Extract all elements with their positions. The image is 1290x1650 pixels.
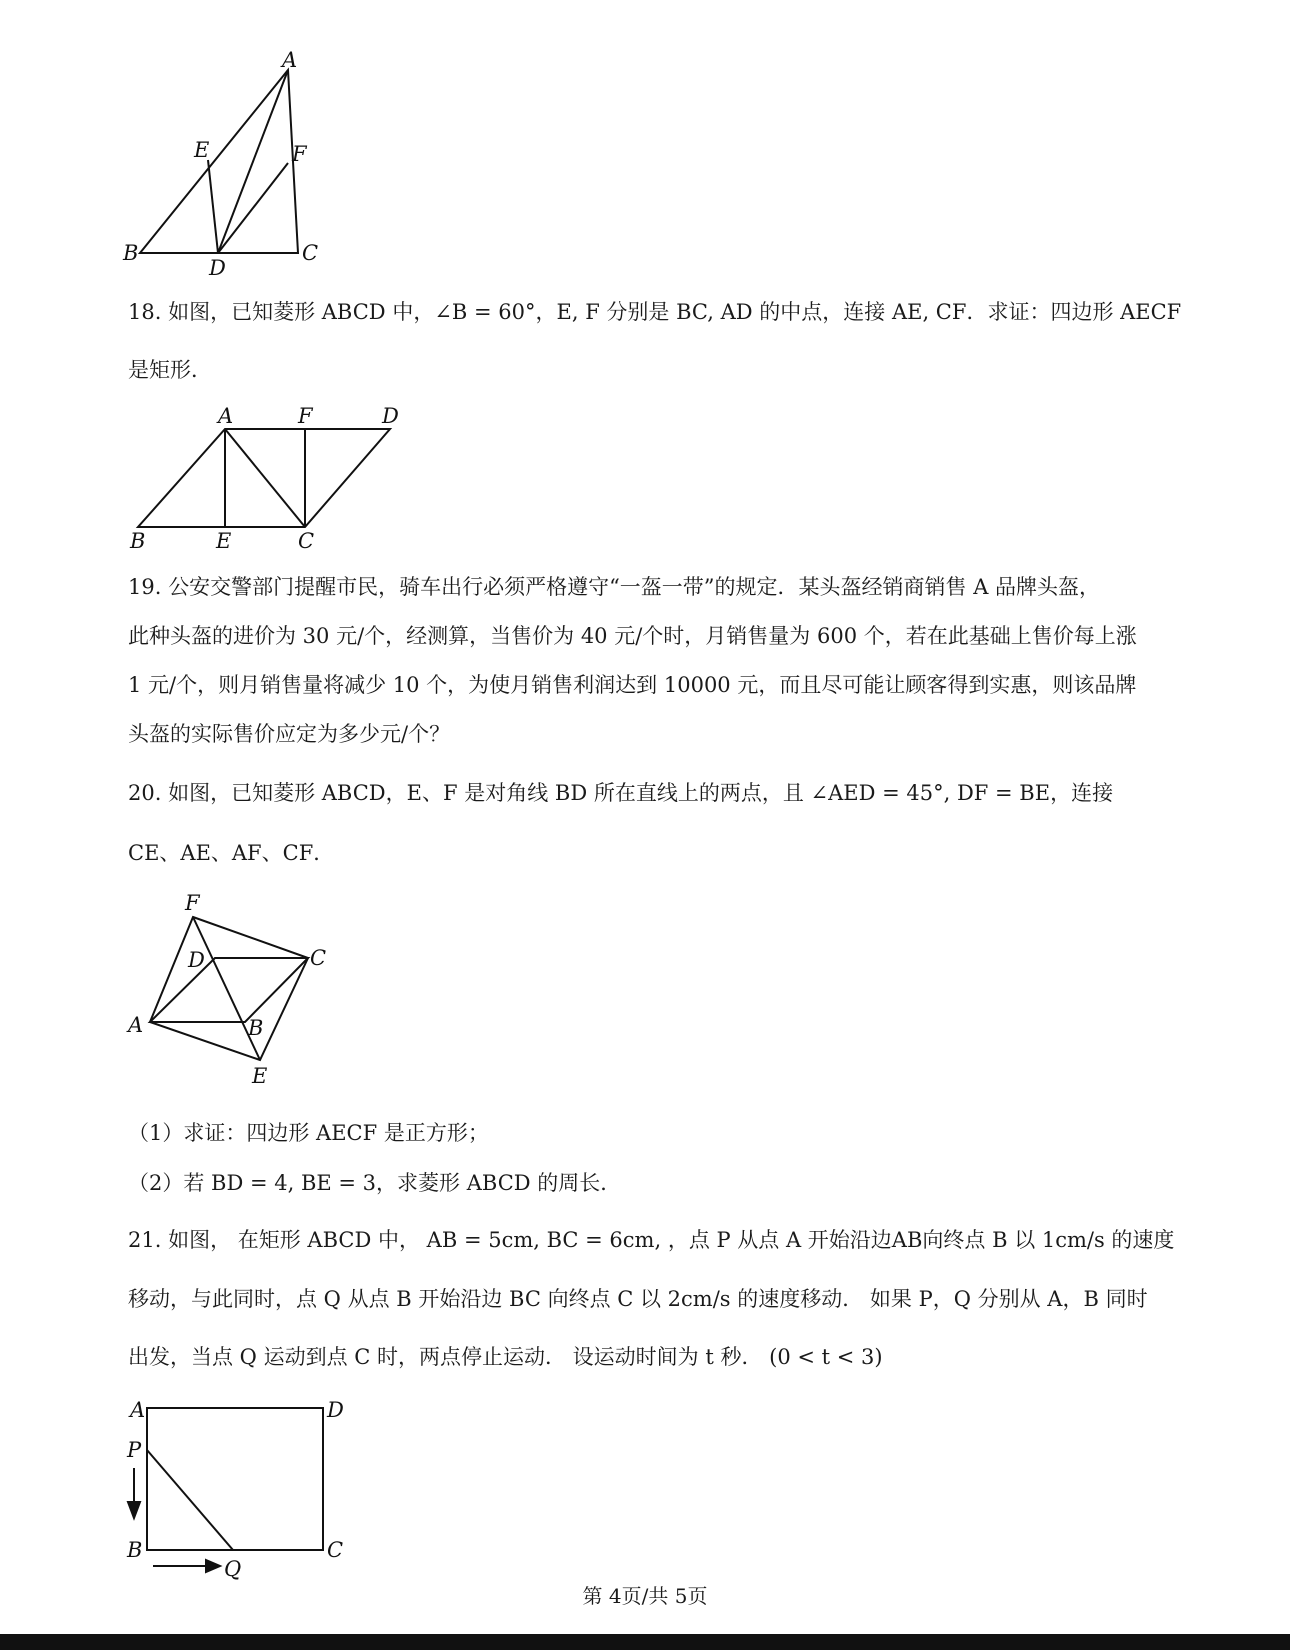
q17-label-a: A (282, 48, 298, 72)
page-number-footer: 第 4页/共 5页 (582, 1584, 708, 1608)
q21-label-a: A (130, 1398, 146, 1422)
q21-label-p: P (127, 1438, 142, 1462)
q18-label-a: A (218, 404, 234, 428)
q17-label-f: F (292, 142, 307, 166)
q20-subquestion-1: （1）求证：四边形 AECF 是正方形； (128, 1121, 489, 1145)
q17-label-e: E (194, 138, 210, 162)
q20-label-d: D (188, 948, 205, 972)
q20-square-aecf (150, 917, 308, 1060)
q18-label-e: E (216, 529, 232, 553)
q21-text-line-3: 出发，当点 Q 运动到点 C 时，两点停止运动． 设运动时间为 t 秒． (0 < t < 3) (128, 1345, 883, 1369)
q21-label-q: Q (224, 1557, 242, 1581)
q20-label-a: A (128, 1013, 144, 1037)
q20-label-f: F (185, 891, 200, 915)
q18-label-c: C (298, 529, 315, 553)
q20-text-line-2: CE、AE、AF、CF． (128, 841, 335, 865)
q18-label-f: F (298, 404, 313, 428)
q18-label-d: D (382, 404, 399, 428)
q21-arrow-right-icon (206, 1560, 220, 1572)
q21-label-c: C (327, 1538, 344, 1562)
bottom-edge-bar (0, 1634, 1290, 1650)
q21-rectangle-abcd (147, 1408, 323, 1550)
q17-segment-ad (218, 70, 288, 253)
q17-label-c: C (302, 241, 319, 265)
q20-label-b: B (248, 1016, 264, 1040)
q21-arrow-down-icon (128, 1502, 140, 1518)
q20-label-e: E (252, 1064, 268, 1088)
q20-square-figure (120, 885, 360, 1095)
q21-text-line-2: 移动，与此同时，点 Q 从点 B 开始沿边 BC 向终点 C 以 2cm/s 的速度移动． 如果 P，Q 分别从 A，B 同时 (128, 1287, 1148, 1311)
q20-label-c: C (310, 946, 327, 970)
q17-label-d: D (209, 256, 226, 280)
q17-segment-fd (218, 163, 288, 253)
q21-label-d: D (327, 1398, 344, 1422)
q17-triangle-abc (140, 70, 298, 253)
q19-text-line-2: 此种头盔的进价为 30 元/个，经测算，当售价为 40 元/个时，月销售量为 600 个，若在此基础上售价每上涨 (128, 624, 1137, 648)
q20-rhombus-abcd (150, 958, 308, 1022)
q19-text-line-3: 1 元/个，则月销售量将减少 10 个，为使月销售利润达到 10000 元，而且尽可能让顾客得到实惠，则该品牌 (128, 673, 1137, 697)
q19-text-line-4: 头盔的实际售价应定为多少元/个？ (128, 722, 451, 746)
q18-rhombus-figure (120, 400, 420, 555)
q17-triangle-figure (120, 45, 360, 285)
q18-text-line-1: 18. 如图，已知菱形 ABCD 中，∠B = 60°，E, F 分别是 BC, AD 的中点，连接 AE, CF．求证：四边形 AECF (128, 300, 1182, 324)
q21-rectangle-figure (120, 1390, 360, 1580)
q20-text-line-1: 20. 如图，已知菱形 ABCD，E、F 是对角线 BD 所在直线上的两点，且 ∠AED = 45°, DF = BE，连接 (128, 781, 1114, 805)
q18-text-line-2: 是矩形． (128, 358, 212, 382)
q18-segment-ac (225, 429, 305, 527)
q20-subquestion-2: （2）若 BD = 4, BE = 3，求菱形 ABCD 的周长． (128, 1171, 622, 1195)
q18-label-b: B (130, 529, 146, 553)
q21-segment-pq (147, 1450, 233, 1550)
q21-label-b: B (127, 1538, 143, 1562)
q17-segment-ed (208, 160, 218, 253)
q21-text-line-1: 21. 如图， 在矩形 ABCD 中， AB = 5cm, BC = 6cm, ，点 P 从点 A 开始沿边AB向终点 B 以 1cm/s 的速度 (128, 1228, 1175, 1252)
q17-label-b: B (123, 241, 139, 265)
q19-text-line-1: 19. 公安交警部门提醒市民，骑车出行必须严格遵守“一盔一带”的规定．某头盔经销商销售 A 品牌头盔， (128, 575, 1101, 599)
